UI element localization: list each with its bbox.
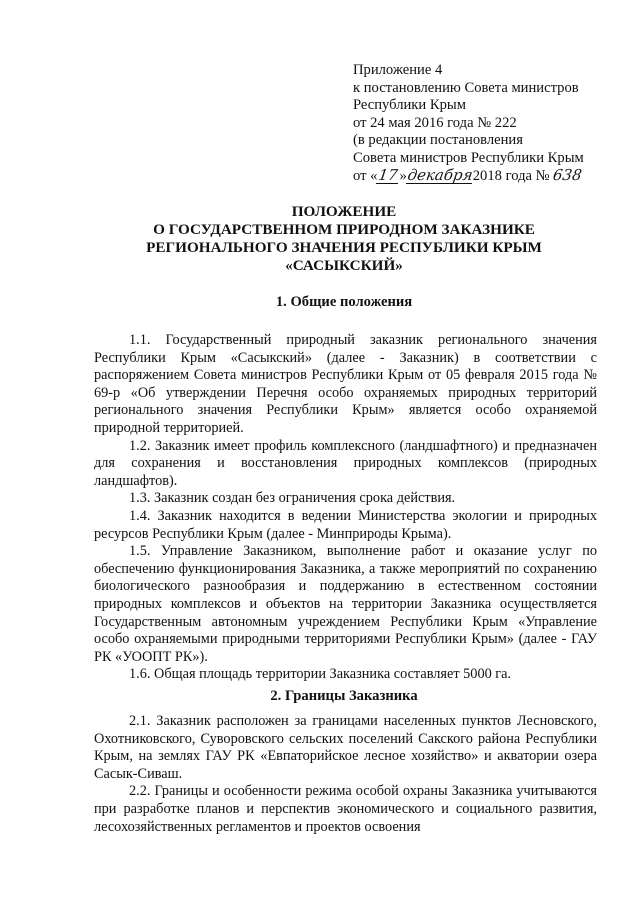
annex-header [353, 62, 623, 185]
paragraph: 1.5. Управление Заказником, выполнение работ и оказание услуг по обеспечению функционирования Заказника, а также мероприятий по сохранению биологического разнообразия и поддержанию в естественном состоянии природных комплексов и объектов на территории Заказника осуществляется Государственным автономным учреждением Республики Крым «Управление особо охраняемыми природными территориями Республики Крым» (далее - ГАУ РК «УООПТ РК»). [94, 543, 597, 665]
paragraph: 1.3. Заказник создан без ограничения срока действия. [129, 490, 456, 507]
handwritten-number: 638 [552, 165, 584, 184]
annex-line: Совета министров Республики Крым [353, 149, 584, 166]
annex-date-line [353, 165, 623, 186]
title-line: ПОЛОЖЕНИЕ [291, 203, 397, 220]
date-prefix: от « [353, 167, 378, 184]
title-line: РЕГИОНАЛЬНОГО ЗНАЧЕНИЯ РЕСПУБЛИКИ КРЫМ [146, 239, 542, 256]
section-2-body [94, 713, 597, 836]
section-1-body [94, 332, 597, 684]
annex-line: к постановлению Совета министров [353, 79, 579, 96]
paragraph: 1.1. Государственный природный заказник регионального значения Республики Крым «Сасыкский» (далее - Заказник) в соответствии с распоряжением Совета министров Республики Крым от 05 февраля 2015 года № 69-р «Об утверждении Перечня особо охраняемых природных территорий регионального значения Республики Крым» является особо охраняемой природной территорией. [94, 332, 597, 436]
annex-line: (в редакции постановления [353, 132, 523, 149]
title-line: О ГОСУДАРСТВЕННОМ ПРИРОДНОМ ЗАКАЗНИКЕ [153, 221, 535, 238]
paragraph: 1.4. Заказник находится в ведении Министерства экологии и природных ресурсов Республики Крым (далее - Минприроды Крыма). [94, 507, 597, 542]
paragraph: 1.6. Общая площадь территории Заказника составляет 5000 га. [129, 666, 512, 683]
paragraph: 2.2. Границы и особенности режима особой охраны Заказника учитываются при разработке планов и перспектив экономического и социального развития, лесохозяйственных регламентов и проектов освоения [94, 783, 597, 835]
section-heading: 2. Границы Заказника [270, 688, 418, 704]
paragraph: 2.1. Заказник расположен за границами населенных пунктов Лесновского, Охотниковского, Суворовского сельских поселений Сакского района Республики Крым, на землях ГАУ РК «Евпаторийское лесное хозяйство» и акватории озера Сасык-Сиваш. [94, 713, 597, 782]
date-year: 2018 года № [472, 167, 550, 184]
annex-line: от 24 мая 2016 года № 222 [353, 114, 517, 131]
annex-line: Республики Крым [353, 97, 466, 114]
handwritten-month: декабря [406, 165, 474, 184]
annex-line: Приложение 4 [353, 62, 443, 78]
date-quote: » [399, 167, 407, 184]
document-title [60, 203, 628, 275]
paragraph: 1.2. Заказник имеет профиль комплексного (ландшафтного) и предназначен для сохранения и восстановления природных комплексов (природных ландшафтов). [94, 437, 597, 489]
title-line: «САСЫКСКИЙ» [285, 257, 403, 274]
handwritten-day: 17 [377, 165, 400, 184]
section-heading: 1. Общие положения [275, 294, 413, 310]
